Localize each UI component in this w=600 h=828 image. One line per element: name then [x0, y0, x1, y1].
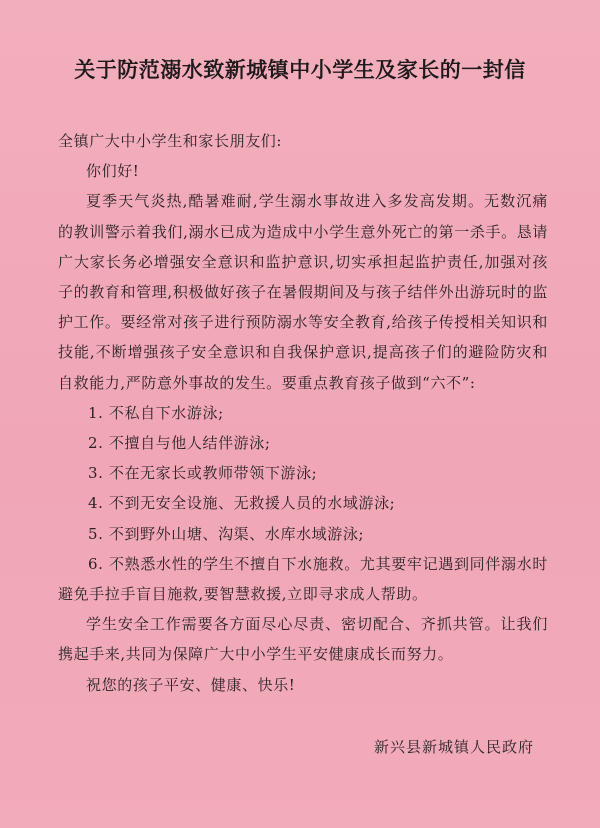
greeting: 你们好! [86, 162, 140, 181]
list-item: 1. 不私自下水游泳; [88, 403, 224, 422]
closing-wish: 祝您的孩子平安、健康、快乐! [86, 675, 296, 694]
list-item: 2. 不擅自与他人结伴游泳; [88, 434, 271, 453]
paragraph-main: 夏季天气炎热,酷暑难耐,学生溺水事故进入多发高发期。无数沉痛的教训警示着我们,溺水已成为造成中小学生意外死亡的第一杀手。恳请广大家长务必增强安全意识和监护意识,切实承担起监护责任,加强对孩子的教育和管理,积极做好孩子在暑假期间及与孩子结伴外出游玩时的监护工作。要经常对孩子进行预防溺水等安全教育,给孩子传授相关知识和技能,不断增强孩子安全意识和自我保护意识,提高孩子们的避险防灾和自救能力,严防意外事故的发生。要重点教育孩子做到“六不”: [58, 192, 548, 392]
list-item: 5. 不到野外山塘、沟渠、水库水域游泳; [88, 524, 365, 543]
salutation: 全镇广大中小学生和家长朋友们: [58, 132, 283, 150]
letter-title: 关于防范溺水致新城镇中小学生及家长的一封信 [74, 58, 526, 82]
six-rules-list [58, 398, 548, 609]
list-item: 4. 不到无安全设施、无救援人员的水域游泳; [88, 494, 396, 513]
paragraph-appeal: 学生安全工作需要各方面尽心尽责、密切配合、齐抓共管。让我们携起手来,共同为保障广大中小学生平安健康成长而努力。 [58, 615, 548, 664]
list-item: 3. 不在无家长或教师带领下游泳; [88, 464, 318, 483]
signature: 新兴县新城镇人民政府 [373, 738, 534, 756]
list-item: 6. 不熟悉水性的学生不擅自下水施救。尤其要牢记遇到同伴溺水时避免手拉手盲目施救,要智慧救援,立即寻求成人帮助。 [58, 554, 548, 604]
letter-body [58, 126, 548, 700]
